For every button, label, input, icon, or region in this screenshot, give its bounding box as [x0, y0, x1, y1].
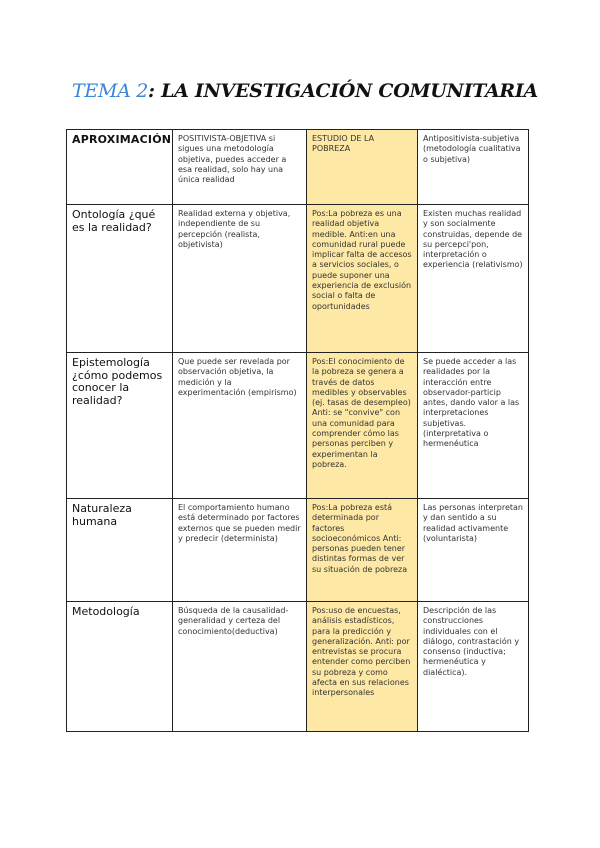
table-cell: APROXIMACIÓN: [67, 130, 173, 205]
table-row: [67, 130, 529, 205]
table-cell: Epistemología ¿cómo podemos conocer la realidad?: [67, 353, 173, 499]
table-cell: ESTUDIO DE LA POBREZA: [307, 130, 418, 205]
table-cell: Antipositivista-subjetiva (metodología cualitativa o subjetiva): [418, 130, 529, 205]
comparison-table: [66, 129, 529, 732]
table-cell: Búsqueda de la causalidad-generalidad y certeza del conocimiento(deductiva): [173, 602, 307, 732]
table-cell: Pos:La pobreza está determinada por factores socioeconómicos Anti: personas pueden tener distintas formas de ver su situación de pobreza: [307, 499, 418, 602]
table-cell: Pos:uso de encuestas, análisis estadísticos, para la predicción y generalización. Anti: por entrevistas se procura entender como perciben su pobreza y como afecta en sus relaciones interpersonales: [307, 602, 418, 732]
table-cell: Pos:La pobreza es una realidad objetiva medible. Anti:en una comunidad rural puede implicar falta de accesos a servicios sociales, o puede suponer una experiencia de exclusión social o falta de oportunidades: [307, 205, 418, 353]
table-row: [67, 353, 529, 499]
table-cell: Las personas interpretan y dan sentido a su realidad activamente (voluntarista): [418, 499, 529, 602]
table-cell: Se puede acceder a las realidades por la interacción entre observador-particip antes, dando valor a las interpretaciones subjetivas. (interpretativa o hermenéutica: [418, 353, 529, 499]
table-cell: Descripción de las construcciones individuales con el diálogo, contrastación y consenso (inductiva; hermenéutica y dialéctica).: [418, 602, 529, 732]
table-row: [67, 205, 529, 353]
table-cell: Metodología: [67, 602, 173, 732]
title-topic-number: TEMA 2: [72, 80, 149, 102]
table-cell: Realidad externa y objetiva, independiente de su percepción (realista, objetivista): [173, 205, 307, 353]
title-topic-name: : LA INVESTIGACIÓN COMUNITARIA: [148, 80, 538, 102]
table-cell: Ontología ¿qué es la realidad?: [67, 205, 173, 353]
table-cell: Naturaleza humana: [67, 499, 173, 602]
table-cell: Que puede ser revelada por observación objetiva, la medición y la experimentación (empirismo): [173, 353, 307, 499]
table-cell: El comportamiento humano está determinado por factores externos que se pueden medir y predecir (determinista): [173, 499, 307, 602]
table-cell: Existen muchas realidad y son socialmente construidas, depende de su percepci'pon, interpretación o experiencia (relativismo): [418, 205, 529, 353]
table-row: [67, 602, 529, 732]
page-title: [72, 80, 538, 102]
table-cell: Pos:El conocimiento de la pobreza se genera a través de datos medibles y observables (ej. tasas de desempleo) Anti: se "convive" con una comunidad para comprender cómo las personas perciben y experimentan la pobreza.: [307, 353, 418, 499]
table-cell: POSITIVISTA-OBJETIVA si sigues una metodología objetiva, puedes acceder a esa realidad, solo hay una única realidad: [173, 130, 307, 205]
table-row: [67, 499, 529, 602]
